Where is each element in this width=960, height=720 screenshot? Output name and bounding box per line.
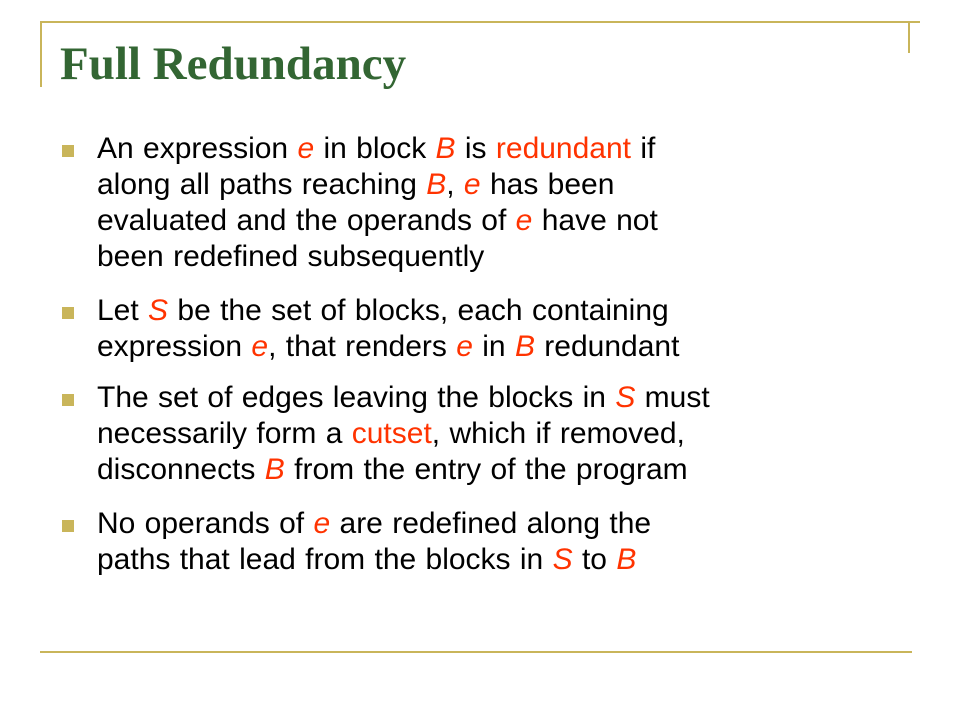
variable-term: B: [426, 168, 447, 201]
bullet-line: necessarily form a cutset, which if removed,: [97, 417, 685, 450]
bullet-text: [97, 506, 920, 578]
bullet-item: [60, 131, 920, 275]
bullet-text: [97, 293, 920, 365]
bullet-item: [60, 380, 920, 488]
bullet-line: Let S be the set of blocks, each containing: [97, 294, 669, 327]
variable-term: S: [552, 543, 573, 576]
bullet-line: evaluated and the operands of e have not: [97, 204, 658, 237]
variable-term: B: [264, 453, 285, 486]
frame-top-rule: [40, 21, 920, 23]
variable-term: e: [463, 168, 481, 201]
variable-term: B: [616, 543, 637, 576]
bullet-item: [60, 506, 920, 578]
bullet-text: [97, 131, 920, 275]
bullet-line: expression e, that renders e in B redundant: [97, 330, 680, 363]
bullet-line: The set of edges leaving the blocks in S must: [97, 381, 710, 414]
variable-term: S: [615, 381, 636, 414]
slide-title: Full Redundancy: [60, 38, 407, 90]
bullet-text: [97, 380, 920, 488]
square-bullet-icon: [62, 394, 74, 406]
bullet-item: [60, 293, 920, 365]
variable-term: e: [297, 132, 315, 165]
variable-term: B: [514, 330, 535, 363]
variable-term: B: [435, 132, 456, 165]
square-bullet-icon: [62, 520, 74, 532]
frame-right-rule: [908, 21, 910, 53]
bullet-line: disconnects B from the entry of the program: [97, 453, 688, 486]
bullet-line: been redefined subsequently: [97, 240, 485, 273]
frame-left-rule: [40, 21, 42, 87]
variable-term: e: [515, 204, 533, 237]
bullet-line: An expression e in block B is redundant if: [97, 132, 656, 165]
square-bullet-icon: [62, 307, 74, 319]
bullet-list: [60, 131, 920, 596]
variable-term: S: [148, 294, 169, 327]
variable-term: e: [313, 507, 331, 540]
variable-term: e: [251, 330, 269, 363]
highlighted-term: cutset: [351, 417, 432, 450]
square-bullet-icon: [62, 145, 74, 157]
variable-term: e: [456, 330, 473, 363]
bullet-line: No operands of e are redefined along the: [97, 507, 652, 540]
bullet-line: paths that lead from the blocks in S to B: [97, 543, 637, 576]
frame-bottom-rule: [40, 651, 912, 653]
bullet-line: along all paths reaching B, e has been: [97, 168, 615, 201]
highlighted-term: redundant: [495, 132, 632, 165]
